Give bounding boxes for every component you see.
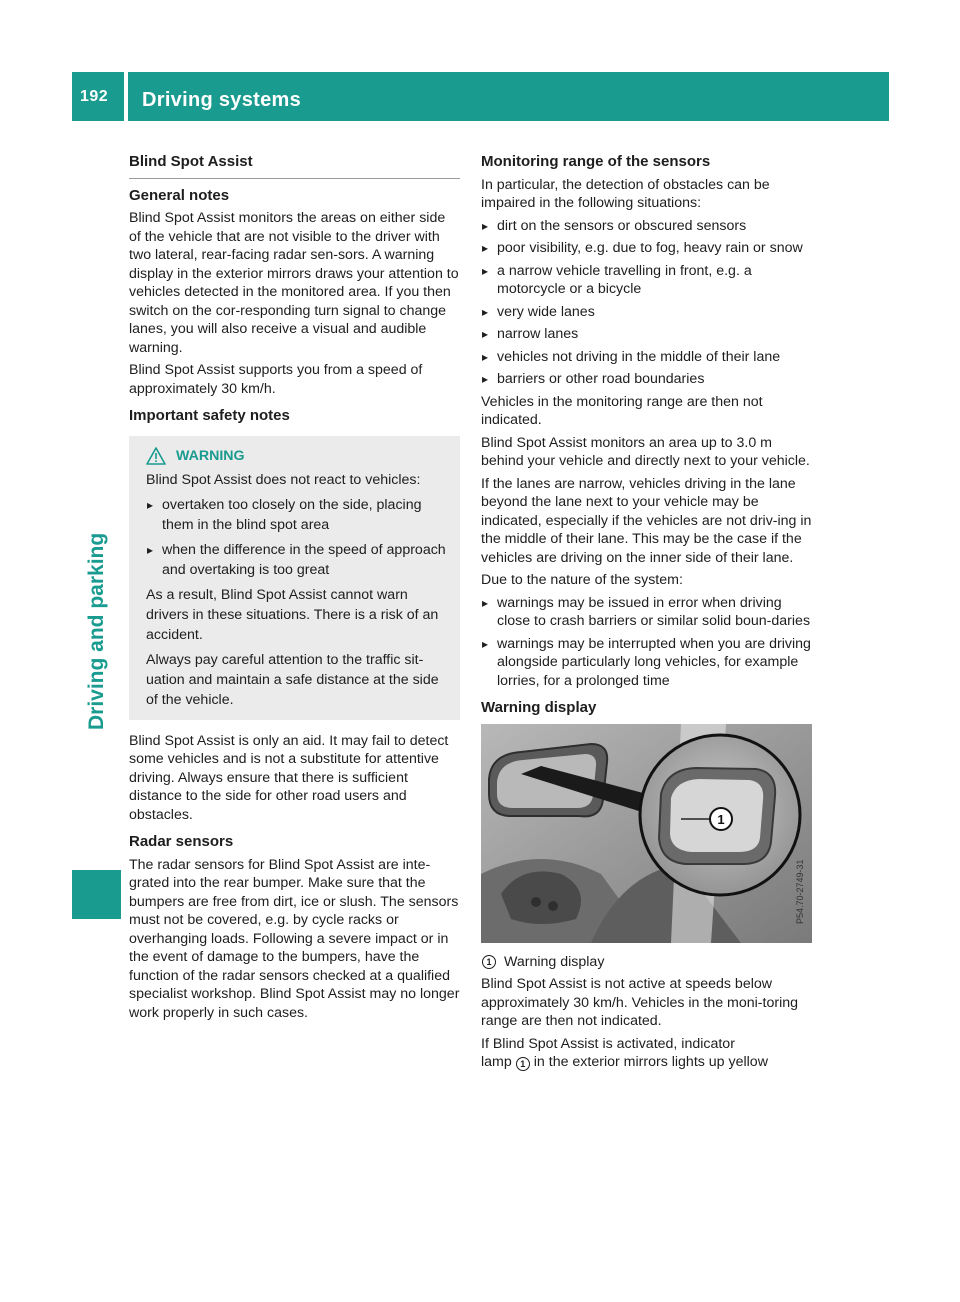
header-divider bbox=[124, 72, 128, 121]
page-number: 192 bbox=[80, 88, 109, 105]
inactive-speed-paragraph: Blind Spot Assist is not active at speeds below approximately 30 km/h. Vehicles in the moni-toring range are then not indicated. bbox=[481, 976, 799, 1029]
monitoring-intro: In particular, the detection of obstacles can be impaired in the following situations: bbox=[481, 176, 770, 211]
general-notes-paragraph: Blind Spot Assist monitors the areas on either side of the vehicle that are not visible to the driver with two lateral, rear-facing radar sen-sors. A warning display in the exterior mirrors draws your attention to vehicles detected in the monitored area. If you then switch on the cor-responding turn signal to change lanes, you will also receive a visual and audible warning. bbox=[129, 210, 459, 356]
warning-attention-paragraph: Always pay careful attention to the traffic sit-uation and maintain a safe distance at the side of the vehicle. bbox=[146, 651, 439, 708]
warning-header bbox=[146, 446, 450, 466]
list-item: ▸ poor visibility, e.g. due to fog, heavy rain or snow bbox=[481, 239, 814, 258]
list-item: ▸ barriers or other road boundaries bbox=[481, 370, 814, 389]
side-tab-label bbox=[85, 430, 109, 730]
left-column bbox=[129, 153, 460, 1026]
list-item: ▸ narrow lanes bbox=[481, 325, 814, 344]
warning-risk-paragraph: As a result, Blind Spot Assist cannot warn drivers in these situations. There is a risk of an accident. bbox=[146, 586, 439, 643]
list-item: ▸ dirt on the sensors or obscured sensors bbox=[481, 217, 814, 236]
list-item: ▸ vehicles not driving in the middle of their lane bbox=[481, 348, 814, 367]
figure-code: P54.70-2749-31 bbox=[795, 858, 805, 924]
callout-one-icon: 1 bbox=[516, 1057, 530, 1071]
warning-list bbox=[146, 495, 450, 580]
warning-display-heading: Warning display bbox=[481, 699, 597, 716]
topic-title: Blind Spot Assist bbox=[129, 153, 460, 179]
general-notes-heading: General notes bbox=[129, 186, 230, 204]
callout-number: 1 bbox=[717, 811, 725, 827]
warning-triangle-icon bbox=[146, 447, 166, 465]
right-column bbox=[481, 153, 814, 1076]
nature-list bbox=[481, 594, 814, 691]
system-nature-paragraph: Due to the nature of the system: bbox=[481, 572, 683, 588]
list-item: ▸ warnings may be interrupted when you are driving alongside particularly long vehicles, for example lorries, for a prolonged time bbox=[481, 635, 814, 691]
safety-notes-heading: Important safety notes bbox=[129, 407, 290, 424]
speed-paragraph: Blind Spot Assist supports you from a speed of approximately 30 km/h. bbox=[129, 362, 423, 397]
caption-text: Warning display bbox=[504, 953, 605, 970]
monitoring-list bbox=[481, 217, 814, 389]
warning-intro: Blind Spot Assist does not react to vehicles: bbox=[146, 471, 421, 488]
list-item: ▸ a narrow vehicle travelling in front, e.g. a motorcycle or a bicycle bbox=[481, 262, 814, 299]
list-item: ▸ very wide lanes bbox=[481, 303, 814, 322]
section-title: Driving systems bbox=[142, 89, 302, 111]
monitored-area-paragraph: Blind Spot Assist monitors an area up to 3.0 m behind your vehicle and directly next to your vehicle. bbox=[481, 434, 810, 469]
warning-label: WARNING bbox=[176, 447, 245, 464]
list-item: ▸ overtaken too closely on the side, placing them in the blind spot area bbox=[146, 495, 450, 535]
activated-text-b: lamp bbox=[481, 1054, 512, 1070]
figure-caption bbox=[481, 953, 814, 972]
radar-sensors-heading: Radar sensors bbox=[129, 833, 234, 850]
list-item: ▸ when the difference in the speed of approach and overtaking is too great bbox=[146, 540, 450, 580]
list-item: ▸ warnings may be issued in error when driving close to crash barriers or similar solid boun-daries bbox=[481, 594, 814, 631]
side-tab-marker bbox=[72, 870, 121, 919]
indicator-lamp-paragraph bbox=[481, 1035, 814, 1072]
mirror-illustration bbox=[481, 724, 812, 943]
mirror-illustration-graphic bbox=[481, 724, 812, 943]
radar-sensors-paragraph: The radar sensors for Blind Spot Assist are inte-grated into the rear bumper. Make sure that the bumpers are free from dirt, ice or slush. The sensors must not be covered, e.g. by cycle racks or overhanging loads. Following a severe impact or in the event of damage to the bumpers, have the function of the radar sensors checked at a qualified specialist workshop. Blind Spot Assist may no longer work properly in such cases. bbox=[129, 856, 460, 1021]
page-header bbox=[72, 72, 889, 121]
aid-paragraph: Blind Spot Assist is only an aid. It may fail to detect some vehicles and is not a substitute for attentive driving. Always ensure that there is sufficient distance to the side for other road users and obstacles. bbox=[129, 732, 449, 823]
monitoring-range-heading: Monitoring range of the sensors bbox=[481, 153, 711, 170]
narrow-lanes-paragraph: If the lanes are narrow, vehicles driving in the lane beyond the lane next to your vehicle may be indicated, especially if the vehicles are not driv-ing in the middle of their lane. This may be the case if the vehicles are driving on the inner side of their lane. bbox=[481, 475, 812, 566]
callout-one-icon: 1 bbox=[482, 955, 496, 969]
side-tab-text: Driving and parking bbox=[85, 532, 108, 730]
activated-text-c: in the exterior mirrors lights up yellow bbox=[533, 1054, 768, 1070]
not-indicated-paragraph: Vehicles in the monitoring range are then not indicated. bbox=[481, 393, 763, 428]
warning-box bbox=[129, 436, 460, 720]
activated-text-a: If Blind Spot Assist is activated, indicator bbox=[481, 1035, 735, 1052]
